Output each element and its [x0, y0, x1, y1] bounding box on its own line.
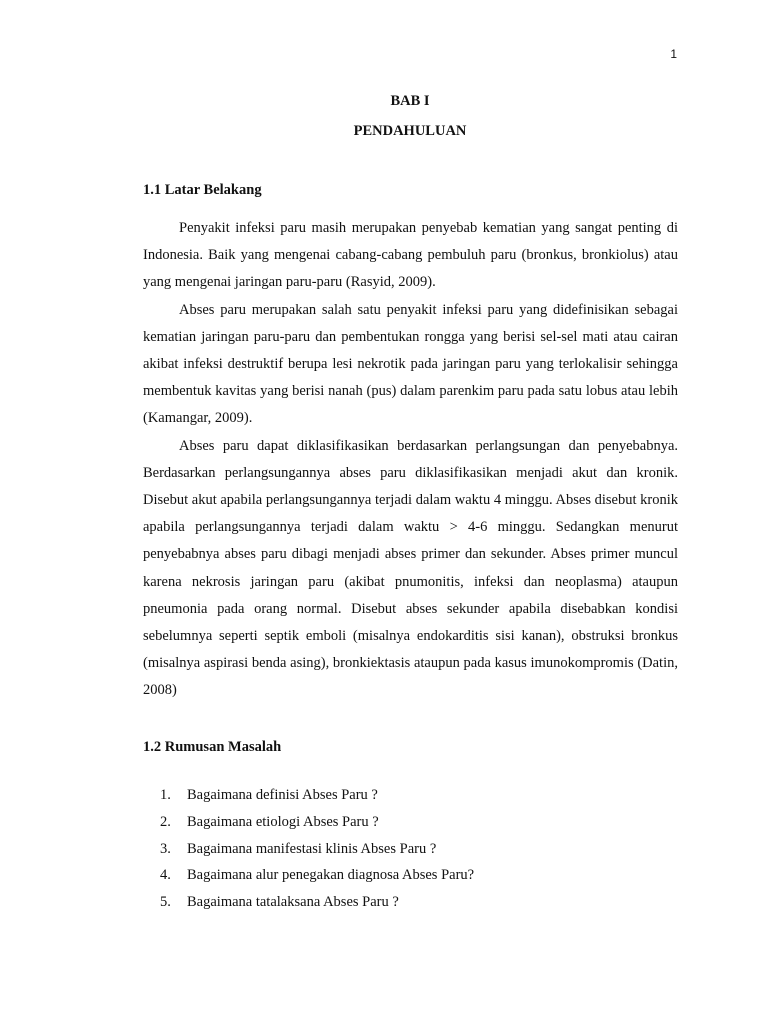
- list-item: [160, 836, 474, 863]
- chapter-title: PENDAHULUAN: [353, 123, 467, 139]
- list-number: 3.: [160, 840, 171, 857]
- list-text: Bagaimana etiologi Abses Paru ?: [187, 813, 379, 830]
- list-text: Bagaimana manifestasi klinis Abses Paru ?: [187, 840, 437, 857]
- list-text: Bagaimana tatalaksana Abses Paru ?: [187, 894, 399, 911]
- list-item: [160, 809, 474, 836]
- list-item: [160, 889, 474, 916]
- page-number: 1: [670, 47, 677, 61]
- problem-list: [160, 782, 474, 916]
- chapter-number: BAB I: [390, 93, 430, 109]
- list-number: 1.: [160, 787, 171, 803]
- list-item: [160, 862, 474, 889]
- section-heading-background: 1.1 Latar Belakang: [143, 182, 262, 198]
- list-text: Bagaimana definisi Abses Paru ?: [187, 787, 378, 803]
- list-number: 4.: [160, 867, 171, 884]
- list-number: 2.: [160, 813, 171, 830]
- list-item: [160, 782, 474, 809]
- paragraph: Penyakit infeksi paru masih merupakan penyebab kematian yang sangat penting di Indonesia. Baik yang mengenai cabang-cabang pembuluh paru (bronkus, bronkiolus) atau yang mengenai jaringan paru-paru (Rasyid, 2009).: [143, 220, 678, 291]
- paragraph: Abses paru dapat diklasifikasikan berdasarkan perlangsungan dan penyebabnya. Berdasarkan perlangsungannya abses paru diklasifikasikan menjadi akut dan kronik. Disebut akut apabila perlangsungannya terjadi dalam waktu 4 minggu. Abses disebut kronik apabila perlangsungannya terjadi dalam waktu > 4-6 minggu. Sedangkan menurut penyebabnya abses paru dibagi menjadi abses primer dan sekunder. Abses primer muncul karena nekrosis jaringan paru (akibat pnumonitis, infeksi dan neoplasma) ataupun pneumonia pada orang normal. Disebut abses sekunder apabila disebabkan kondisi sebelumnya seperti septik emboli (misalnya endokarditis sisi kanan), obstruksi bronkus (misalnya aspirasi benda asing), bronkiektasis ataupun pada kasus imunokompromis (Datin, 2008): [143, 437, 678, 699]
- background-text: [143, 215, 678, 705]
- list-text: Bagaimana alur penegakan diagnosa Abses Paru?: [187, 867, 475, 884]
- paragraph: Abses paru merupakan salah satu penyakit infeksi paru yang didefinisikan sebagai kematian jaringan paru-paru dan pembentukan rongga yang berisi sel-sel mati atau cairan akibat infeksi destruktif berupa lesi nekrotik pada jaringan paru yang terlokalisir sehingga membentuk kavitas yang berisi nanah (pus) dalam parenkim paru pada satu lobus atau lebih (Kamangar, 2009).: [143, 301, 678, 427]
- section-heading-problem-statement: 1.2 Rumusan Masalah: [143, 739, 282, 755]
- list-number: 5.: [160, 894, 171, 911]
